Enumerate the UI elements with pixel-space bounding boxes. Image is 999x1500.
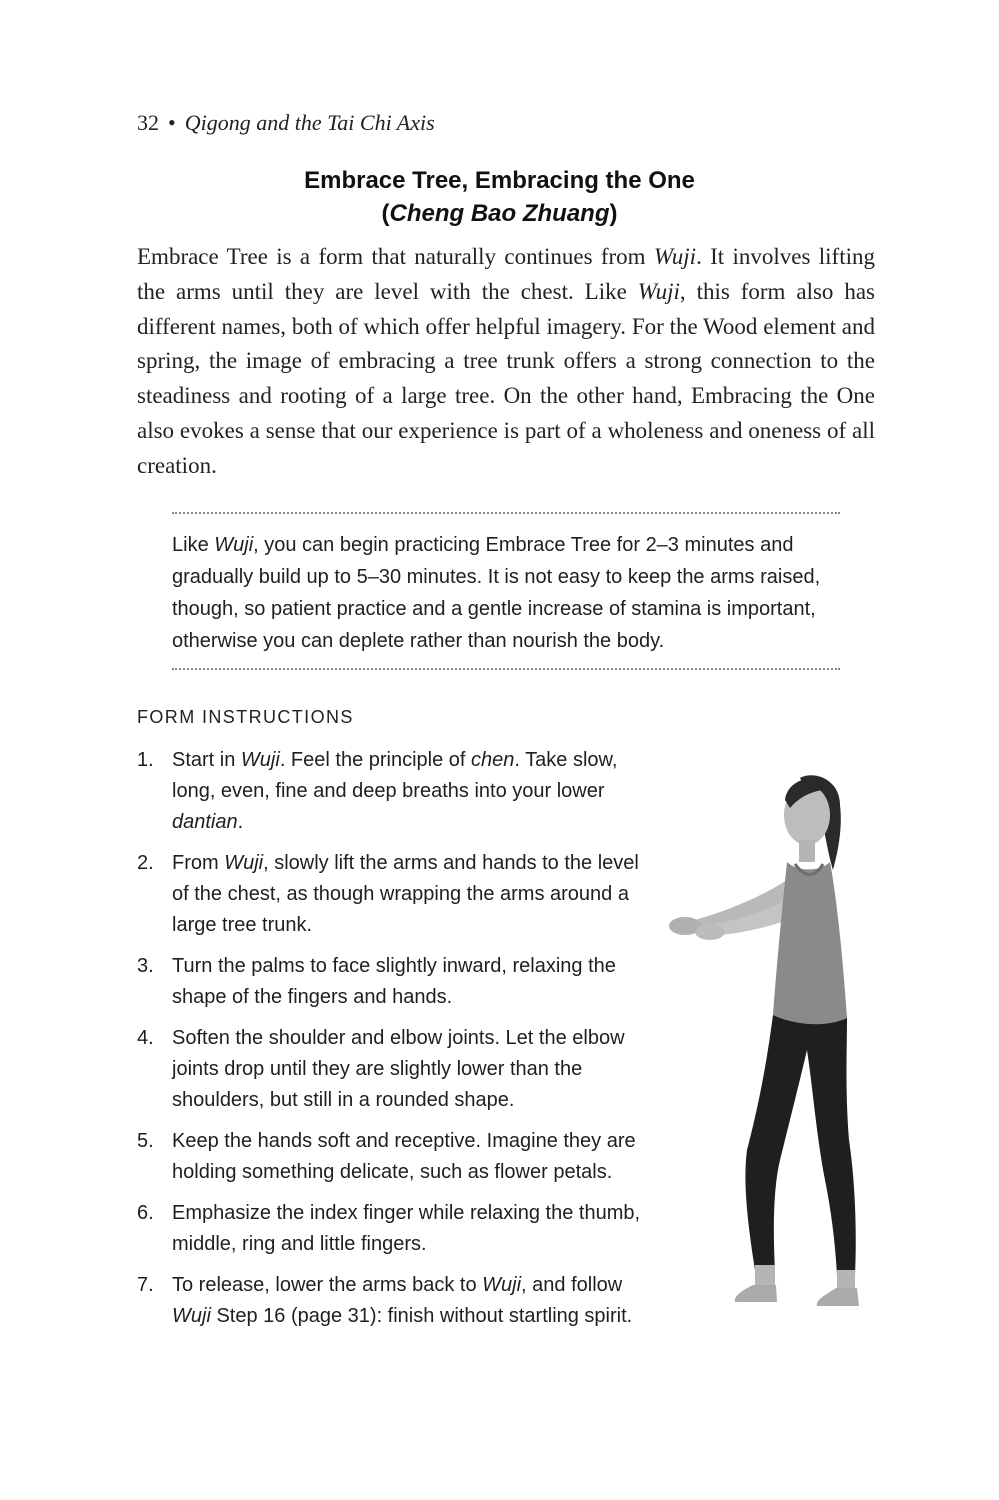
book-title: Qigong and the Tai Chi Axis bbox=[184, 110, 435, 135]
list-item: 3. Turn the palms to face slightly inward, relaxing the shape of the fingers and hands. bbox=[137, 955, 616, 1008]
header-separator: • bbox=[168, 110, 176, 135]
embrace-tree-pose-photo bbox=[655, 760, 895, 1320]
list-item: 2. From Wuji, slowly lift the arms and hands to the level of the chest, as though wrapping the arms around a large tree trunk. bbox=[137, 852, 639, 936]
note-top-rule bbox=[172, 512, 840, 514]
practice-note: Like Wuji, you can begin practicing Embrace Tree for 2–3 minutes and gradually build up to 5–30 minutes. It is not easy to keep the arms raised, though, so patient practice and a gentle increase of stamina is important, otherwise you can deplete rather than nourish the body. bbox=[172, 534, 821, 652]
list-item: 5. Keep the hands soft and receptive. Imagine they are holding something delicate, such as flower petals. bbox=[137, 1130, 636, 1183]
list-item: 6. Emphasize the index finger while relaxing the thumb, middle, ring and little fingers. bbox=[137, 1202, 641, 1255]
list-item: 1. Start in Wuji. Feel the principle of chen. Take slow, long, even, fine and deep breaths into your lower dantian. bbox=[137, 749, 618, 833]
list-item: 7. To release, lower the arms back to Wuji, and follow Wuji Step 16 (page 31): finish without startling spirit. bbox=[137, 1274, 633, 1327]
section-subtitle: (Cheng Bao Zhuang) bbox=[381, 200, 618, 227]
note-bottom-rule bbox=[172, 668, 840, 670]
section-title-main: Embrace Tree, Embracing the One bbox=[304, 167, 695, 194]
form-instructions-heading: FORM INSTRUCTIONS bbox=[137, 707, 354, 727]
instruction-list bbox=[137, 745, 647, 1342]
intro-paragraph: Embrace Tree is a form that naturally continues from Wuji. It involves lifting the arms until they are level with the chest. Like Wuji, this form also has different names, both of which offer helpful imagery. For the Wood element and spring, the image of embracing a tree trunk offers a strong connection to the steadiness and rooting of a large tree. On the other hand, Embracing the One also evokes a sense that our experience is part of a wholeness and oneness of all creation. bbox=[137, 244, 875, 478]
running-head bbox=[137, 110, 435, 136]
list-item: 4. Soften the shoulder and elbow joints. Let the elbow joints drop until they are slightly lower than the shoulders, but still in a rounded shape. bbox=[137, 1027, 625, 1111]
page-number: 32 bbox=[137, 110, 159, 135]
section-title bbox=[0, 164, 999, 230]
